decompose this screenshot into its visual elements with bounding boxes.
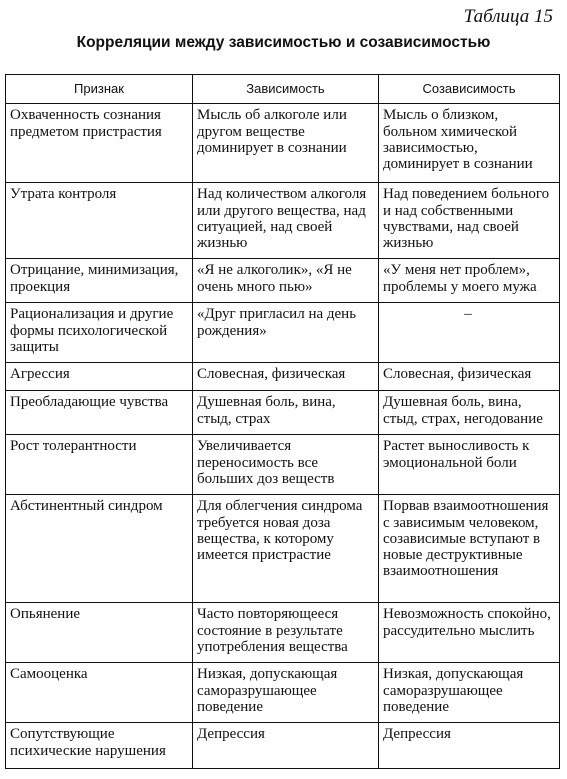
feature-cell: Утрата контроля: [6, 183, 193, 259]
header-feature: Признак: [6, 75, 193, 104]
header-codependence: Созависимость: [379, 75, 560, 104]
dependence-cell: Увеличивается переносимость все больших доз веществ: [193, 435, 379, 495]
table-row: [6, 104, 560, 183]
feature-cell: Отрицание, минимизация, проекция: [6, 259, 193, 303]
feature-cell: Охваченность сознания предметом пристрастия: [6, 104, 193, 183]
table-row: [6, 723, 560, 769]
header-dependence: Зависимость: [193, 75, 379, 104]
dependence-cell: Мысль об алкоголе или другом веществе доминирует в сознании: [193, 104, 379, 183]
table-number: Таблица 15: [463, 6, 553, 27]
codependence-cell: Душевная боль, вина, стыд, страх, негодование: [379, 391, 560, 435]
dependence-cell: Депрессия: [193, 723, 379, 769]
dependence-cell: Низкая, допускающая саморазрушающее поведение: [193, 663, 379, 723]
codependence-cell: Мысль о близком, больном химической зависимостью, доминирует в сознании: [379, 104, 560, 183]
feature-cell: Абстинентный синдром: [6, 495, 193, 603]
dependence-cell: Душевная боль, вина, стыд, страх: [193, 391, 379, 435]
table-row: [6, 391, 560, 435]
codependence-cell: Над поведением больного и над собственными чувствами, над своей жизнью: [379, 183, 560, 259]
table-row: [6, 363, 560, 391]
feature-cell: Рост толерантности: [6, 435, 193, 495]
codependence-cell: Порвав взаимоотношения с зависимым человеком, созависимые вступают в новые деструктивные взаимоотношения: [379, 495, 560, 603]
feature-cell: Самооценка: [6, 663, 193, 723]
table-row: [6, 303, 560, 363]
codependence-cell: «У меня нет проблем», проблемы у моего мужа: [379, 259, 560, 303]
feature-cell: Опьянение: [6, 603, 193, 663]
codependence-cell: Низкая, допускающая саморазрушающее поведение: [379, 663, 560, 723]
table-row: [6, 183, 560, 259]
table-title: Корреляции между зависимостью и созависимостью: [76, 34, 491, 51]
dependence-cell: «Я не алкоголик», «Я не очень много пью»: [193, 259, 379, 303]
table-row: [6, 435, 560, 495]
codependence-cell: Депрессия: [379, 723, 560, 769]
codependence-cell: Невозможность спокойно, рассудительно мыслить: [379, 603, 560, 663]
table-row: [6, 603, 560, 663]
table-header-row: [6, 75, 560, 104]
codependence-cell: Словесная, физическая: [379, 363, 560, 391]
feature-cell: Преобладающие чувства: [6, 391, 193, 435]
table-row: [6, 495, 560, 603]
feature-cell: Рационализация и другие формы психологической защиты: [6, 303, 193, 363]
table-row: [6, 259, 560, 303]
dependence-cell: Часто повторяющееся состояние в результате употребления вещества: [193, 603, 379, 663]
table-row: [6, 663, 560, 723]
dependence-cell: Над количеством алкоголя или другого вещества, над ситуацией, над своей жизнью: [193, 183, 379, 259]
codependence-cell: Растет выносливость к эмоциональной боли: [379, 435, 560, 495]
dependence-cell: Словесная, физическая: [193, 363, 379, 391]
feature-cell: Агрессия: [6, 363, 193, 391]
correlation-table: [5, 74, 560, 769]
codependence-cell: –: [379, 303, 560, 363]
dependence-cell: «Друг пригласил на день рождения»: [193, 303, 379, 363]
dependence-cell: Для облегчения синдрома требуется новая доза вещества, к которому имеется пристрастие: [193, 495, 379, 603]
feature-cell: Сопутствующие психические нарушения: [6, 723, 193, 769]
